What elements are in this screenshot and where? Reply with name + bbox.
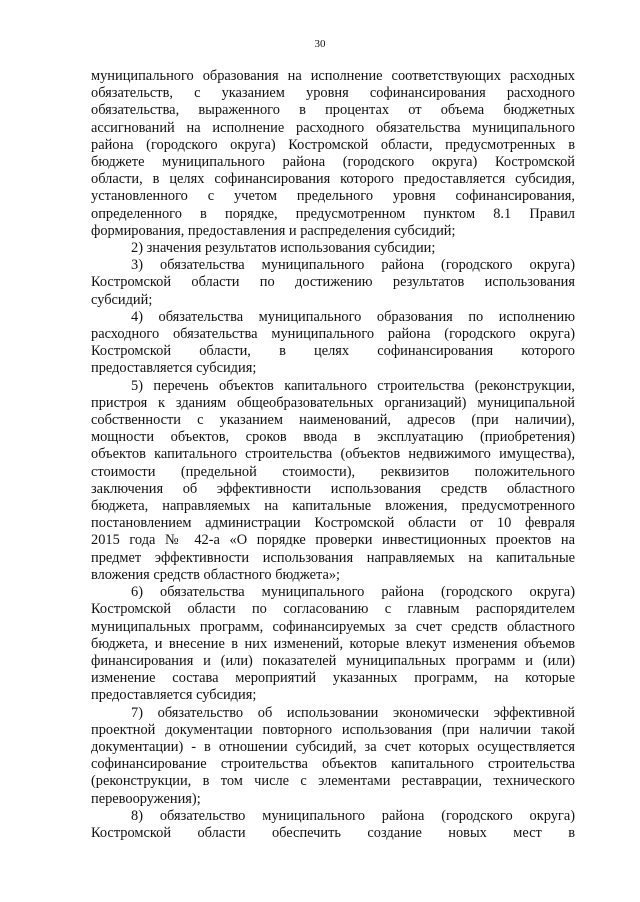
text-line: софинансирование строительства объектов капитального строительства (91, 756, 575, 773)
text-line: документации) - в отношении субсидий, за счет которых осуществляется (91, 738, 575, 755)
text-line: 8) обязательство муниципального района (городского округа) (131, 807, 575, 824)
text-line: бюджете муниципального района (городского округа) Костромской (91, 154, 575, 171)
text-line: формирования, предоставления и распределения субсидий; (91, 222, 456, 239)
text-line: стоимости (предельной стоимости), реквизитов положительного (91, 463, 575, 480)
text-line: обязательств, с указанием уровня софинансирования расходного (91, 85, 575, 102)
text-line: пристроя к зданиям общеобразовательных организаций) муниципальной (91, 394, 575, 411)
text-line: проектной документации повторного использования (при наличии такой (91, 721, 575, 738)
text-line: 2) значения результатов использования субсидии; (131, 240, 436, 257)
text-line: предмет эффективности использования направляемых на капитальные (91, 549, 575, 566)
text-line: области, в целях софинансирования которого предоставляется субсидия, (91, 171, 575, 188)
text-line: 2015 года № 42-а «О порядке проверки инвестиционных проектов на (91, 532, 575, 549)
text-line: муниципального образования на исполнение соответствующих расходных (91, 68, 575, 84)
text-line: ассигнований на исполнение расходного обязательства муниципального (91, 119, 575, 136)
text-line: определенного в порядке, предусмотренном пунктом 8.1 Правил (91, 205, 575, 222)
text-line: Костромской области по достижению результатов использования (91, 274, 575, 291)
text-line: мощности объектов, сроков ввода в эксплуатацию (приобретения) (91, 429, 575, 446)
text-line: Костромской области, в целях софинансирования которого (91, 343, 575, 360)
text-line: перевооружения); (91, 790, 201, 807)
text-line: субсидий; (91, 291, 153, 308)
text-line: изменение состава мероприятий указанных программ, на которые (91, 670, 575, 687)
text-line: 7) обязательство об использовании экономически эффективной (131, 704, 575, 721)
text-line: Костромской области обеспечить создание новых мест в (91, 824, 575, 841)
text-line: предоставляется субсидия; (91, 687, 257, 704)
text-line: 5) перечень объектов капитального строительства (реконструкции, (131, 377, 575, 394)
document-body (91, 68, 575, 842)
text-line: финансирования и (или) показателей муниципальных программ и (или) (91, 652, 575, 669)
text-line: постановлением администрации Костромской области от 10 февраля (91, 515, 575, 532)
text-line: 4) обязательства муниципального образования по исполнению (131, 308, 575, 325)
text-line: обязательства, выраженного в процентах от объема бюджетных (91, 102, 575, 119)
text-line: расходного обязательства муниципального района (городского округа) (91, 326, 575, 343)
page-number: 30 (314, 38, 326, 50)
text-line: бюджета, и внесение в них изменений, которые влекут изменения объемов (91, 635, 575, 652)
text-line: собственности с указанием наименований, адресов (при наличии), (91, 412, 575, 429)
text-line: бюджета, направляемых на капитальные вложения, предусмотренного (91, 498, 575, 515)
text-line: установленного с учетом предельного уровня софинансирования, (91, 188, 575, 205)
text-line: заключения об эффективности использования средств областного (91, 480, 575, 497)
text-line: 3) обязательства муниципального района (городского округа) (131, 257, 575, 274)
text-line: муниципальных программ, софинансируемых за счет средств областного (91, 618, 575, 635)
text-line: вложения средств областного бюджета»; (91, 566, 341, 583)
text-line: Костромской области по согласованию с главным распорядителем (91, 601, 575, 618)
text-line: (реконструкции, в том числе с элементами реставрации, технического (91, 773, 575, 790)
text-line: объектов капитального строительства (объектов недвижимого имущества), (91, 446, 575, 463)
text-line: района (городского округа) Костромской области, предусмотренных в (91, 136, 575, 153)
text-line: предоставляется субсидия; (91, 360, 257, 377)
text-line: 6) обязательства муниципального района (городского округа) (131, 584, 575, 601)
